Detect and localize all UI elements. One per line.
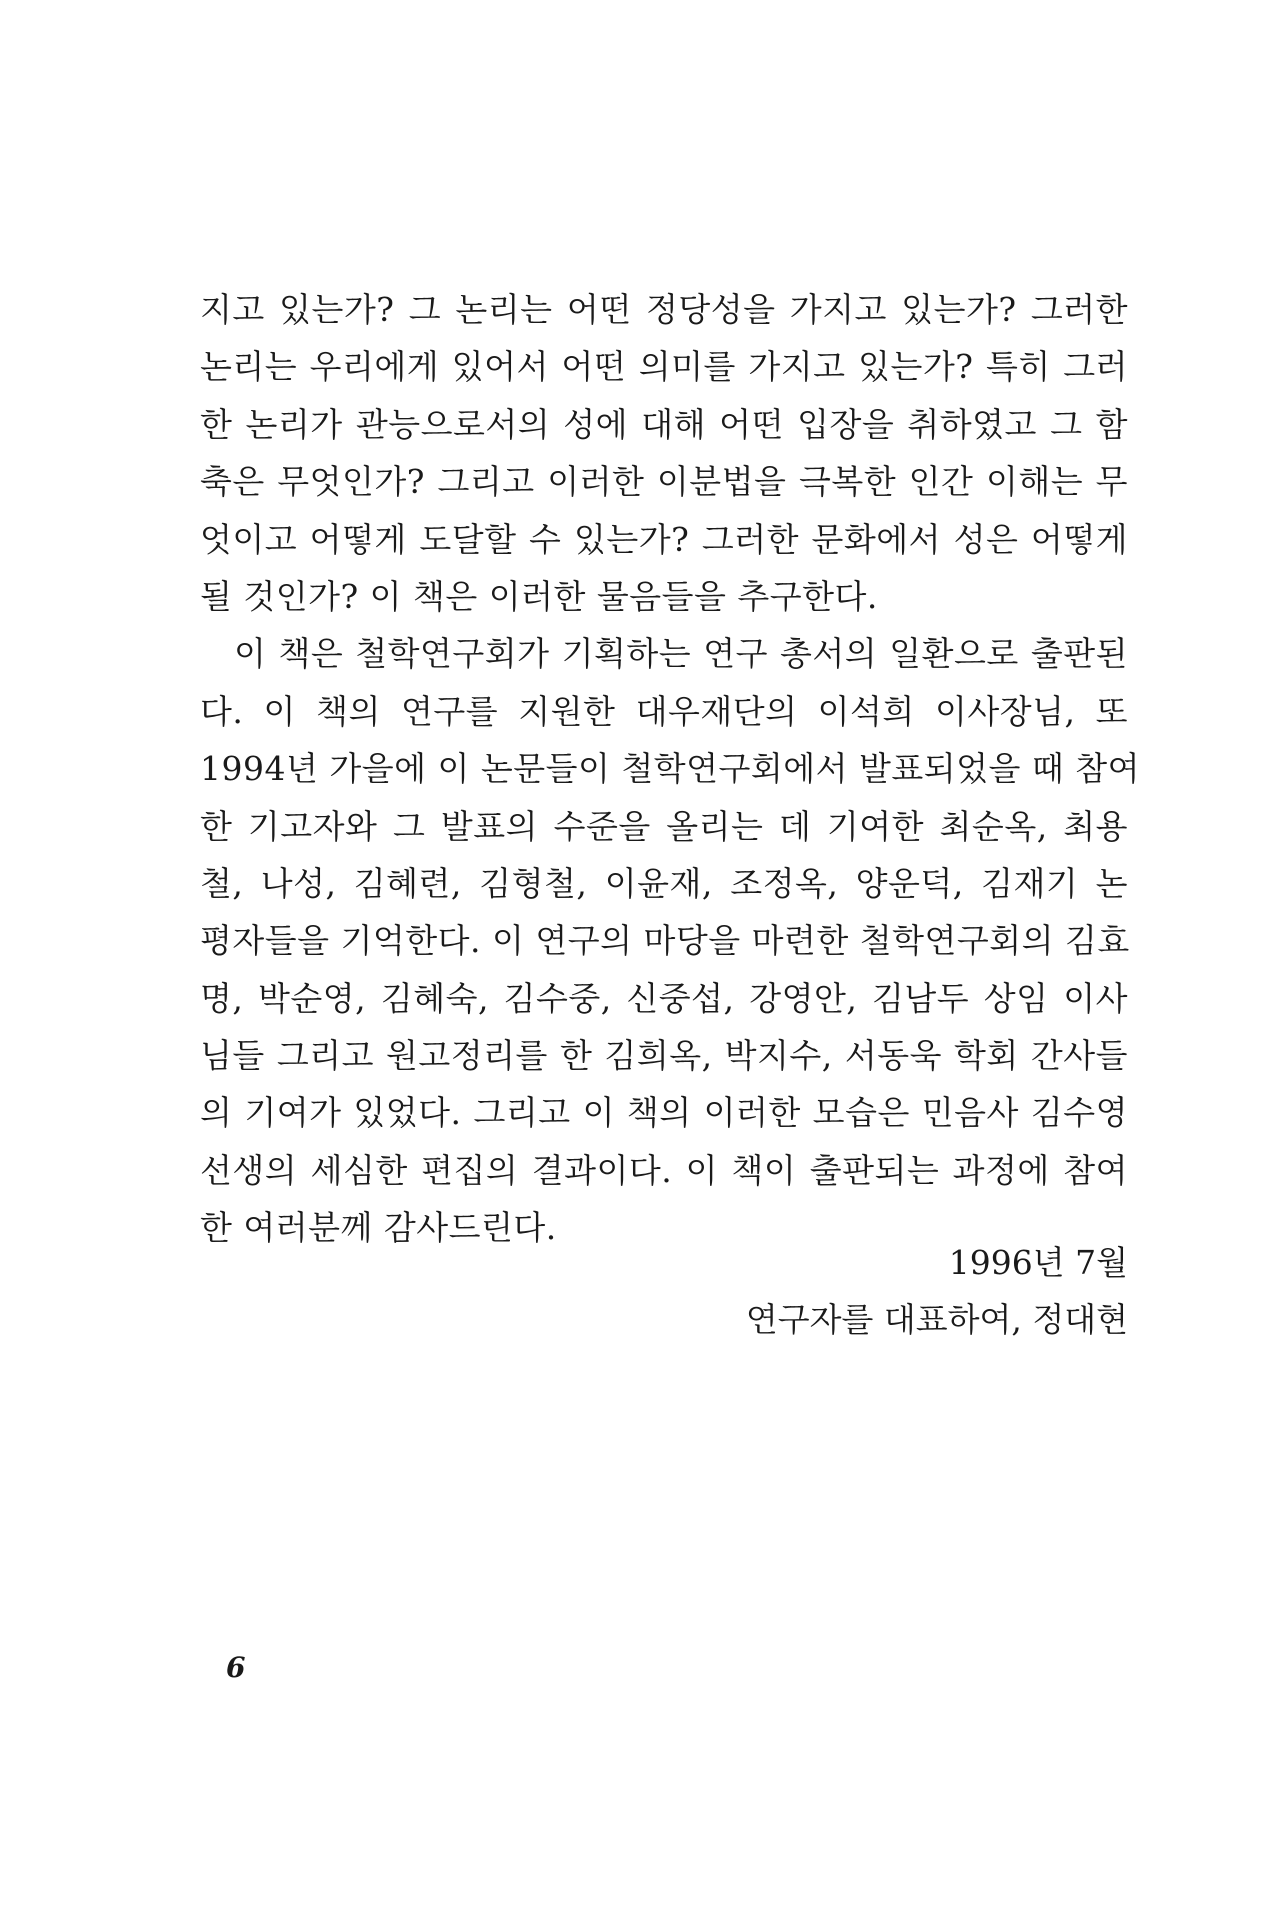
text-line: 한 논리가 관능으로서의 성에 대해 어떤 입장을 취하였고 그 함	[200, 404, 1128, 444]
text-line: 님들 그리고 원고정리를 한 김희옥, 박지수, 서동욱 학회 간사들	[200, 1036, 1128, 1076]
signature-block	[746, 1234, 1128, 1348]
text-line: 평자들을 기억한다. 이 연구의 마당을 마련한 철학연구회의 김효	[200, 921, 1130, 961]
text-line: 지고 있는가? 그 논리는 어떤 정당성을 가지고 있는가? 그러한	[200, 290, 1128, 329]
text-line: 될 것인가? 이 책은 이러한 물음들을 추구한다.	[200, 576, 878, 616]
text-line: 엇이고 어떻게 도달할 수 있는가? 그러한 문화에서 성은 어떻게	[200, 519, 1128, 559]
text-line: 1994년 가을에 이 논문들이 철학연구회에서 발표되었을 때 참여	[200, 749, 1140, 789]
signature-author: 연구자를 대표하여, 정대현	[745, 1300, 1128, 1339]
text-line: 논리는 우리에게 있어서 어떤 의미를 가지고 있는가? 특히 그러	[200, 347, 1128, 387]
text-line: 한 여러분께 감사드린다.	[200, 1208, 557, 1248]
text-line: 선생의 세심한 편집의 결과이다. 이 책이 출판되는 과정에 참여	[200, 1150, 1128, 1190]
preface-body	[200, 281, 1140, 1257]
text-line: 철, 나성, 김혜련, 김형철, 이윤재, 조정옥, 양운덕, 김재기 논	[200, 863, 1128, 903]
text-line: 한 기고자와 그 발표의 수준을 올리는 데 기여한 최순옥, 최용	[200, 806, 1128, 846]
page-number: 6	[226, 1651, 246, 1684]
text-line: 명, 박순영, 김혜숙, 김수중, 신중섭, 강영안, 김남두 상임 이사	[200, 978, 1128, 1018]
text-line: 축은 무엇인가? 그리고 이러한 이분법을 극복한 인간 이해는 무	[200, 462, 1128, 502]
text-line: 이 책은 철학연구회가 기획하는 연구 총서의 일환으로 출판된	[234, 634, 1128, 674]
text-line: 의 기여가 있었다. 그리고 이 책의 이러한 모습은 민음사 김수영	[200, 1093, 1128, 1133]
text-line: 다. 이 책의 연구를 지원한 대우재단의 이석희 이사장님, 또	[200, 691, 1128, 731]
signature-date: 1996년 7월	[948, 1243, 1128, 1282]
